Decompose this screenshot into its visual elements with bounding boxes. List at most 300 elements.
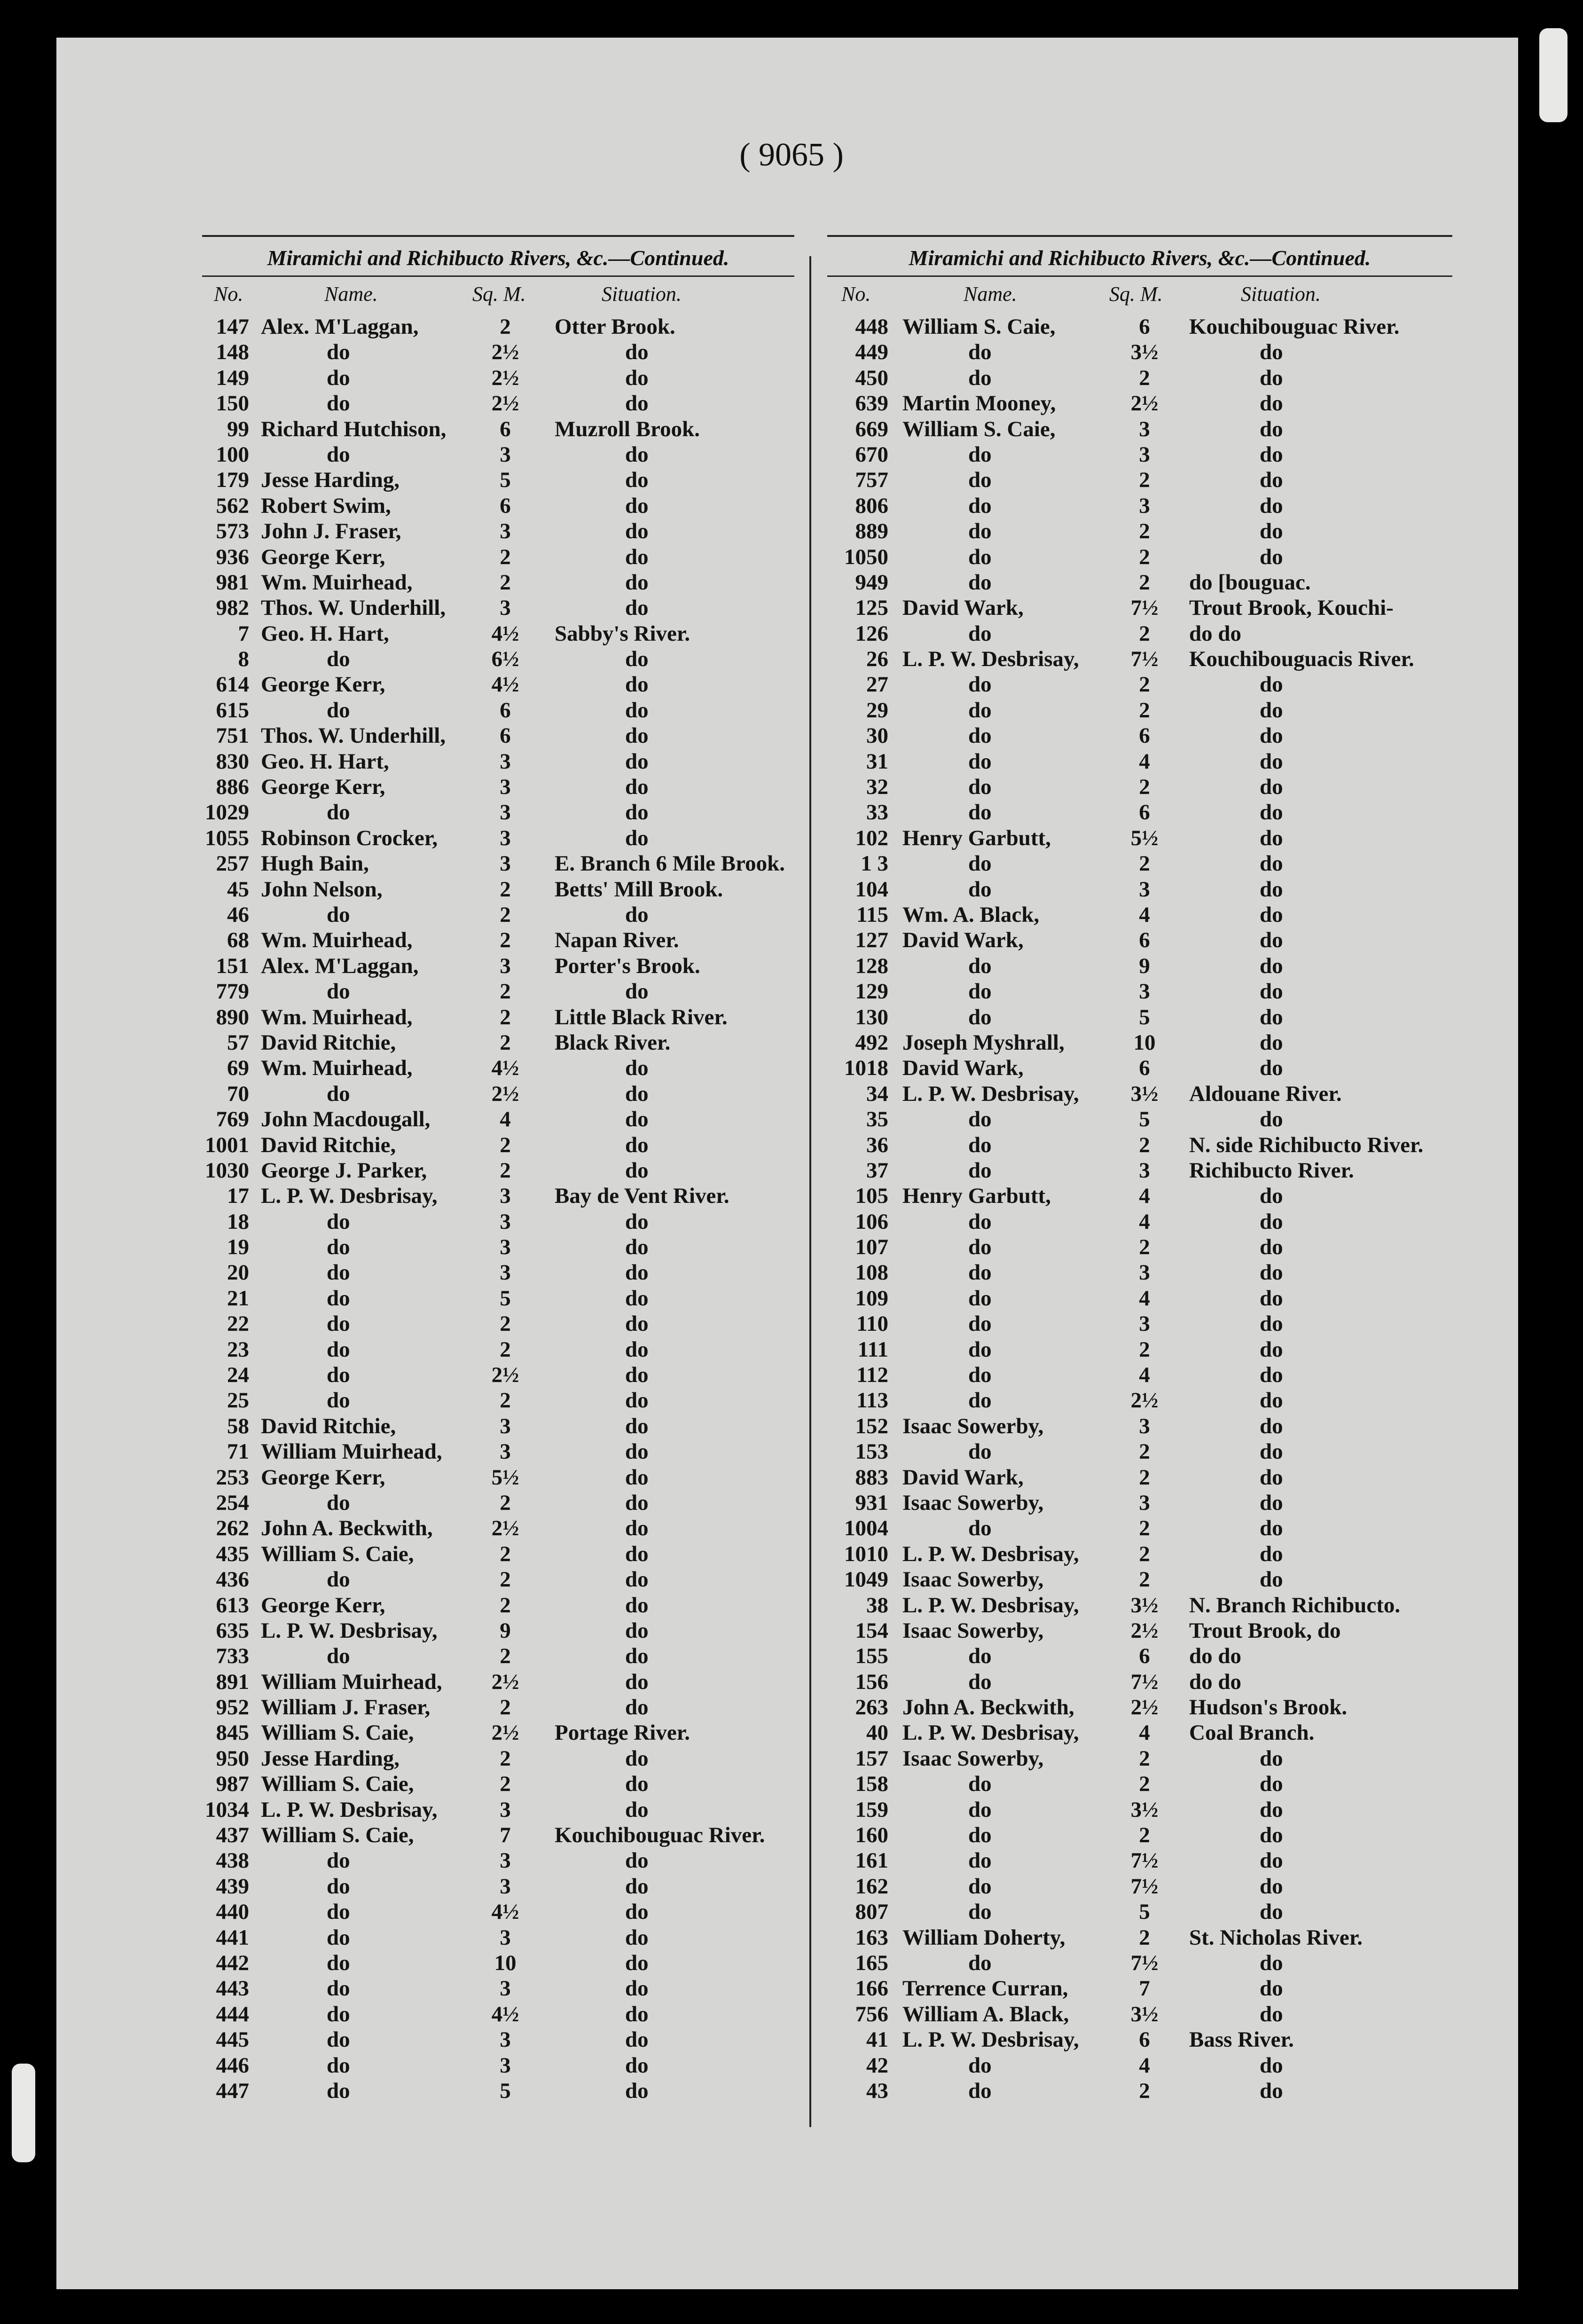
cell-sq: 2 (1139, 468, 1150, 493)
cell-situation: do (1260, 851, 1283, 876)
cell-situation: do (1260, 468, 1283, 493)
cell-no: 806 (855, 493, 888, 518)
cell-no: 573 (216, 519, 249, 544)
cell-no: 38 (866, 1593, 888, 1617)
cell-sq: 3 (1139, 1490, 1150, 1515)
cell-name: do (968, 1848, 992, 1873)
cell-situation: do (625, 672, 649, 697)
cell-name: do (968, 1797, 992, 1822)
cell-situation: do (1260, 800, 1283, 825)
cell-situation: do (1260, 1465, 1283, 1490)
cell-situation: do (1260, 749, 1283, 774)
cell-situation: Portage River. (555, 1720, 690, 1745)
cell-name: do (968, 1005, 992, 1029)
cell-name: do (968, 1209, 992, 1234)
cell-situation: Richibucto River. (1189, 1158, 1354, 1183)
cell-sq: 2 (500, 1746, 511, 1771)
cell-name: do (968, 953, 992, 978)
rule-top-right (827, 235, 1452, 237)
cell-situation: do (625, 340, 649, 365)
cell-sq: 2 (500, 1030, 511, 1055)
cell-no: 439 (216, 1874, 249, 1899)
cell-sq: 10 (1133, 1030, 1156, 1055)
cell-no: 949 (855, 570, 888, 595)
cell-situation: do (625, 1209, 649, 1234)
cell-situation: do (1260, 1823, 1283, 1848)
cell-name: do (327, 365, 350, 390)
cell-no: 155 (855, 1644, 888, 1669)
cell-situation: do (625, 1490, 649, 1515)
table-row (827, 1771, 1452, 1797)
cell-sq: 2 (1139, 1439, 1150, 1464)
table-row (202, 774, 794, 800)
cell-situation: do (1260, 493, 1283, 518)
cell-no: 40 (866, 1720, 888, 1745)
cell-sq: 3 (500, 1439, 511, 1464)
cell-sq: 2 (1139, 698, 1150, 722)
cell-no: 1004 (844, 1516, 888, 1541)
cell-name: Martin Mooney, (902, 391, 1056, 416)
table-row (202, 953, 794, 979)
cell-sq: 2 (1139, 672, 1150, 697)
cell-situation: do (1260, 2053, 1283, 2078)
cell-name: Terrence Curran, (902, 1976, 1068, 2001)
cell-name: L. P. W. Desbrisay, (902, 2027, 1079, 2052)
table-row (202, 698, 794, 723)
table-row (827, 953, 1452, 979)
cell-name: do (968, 2078, 992, 2103)
cell-situation: do (1260, 723, 1283, 748)
cell-name: Henry Garbutt, (902, 1184, 1051, 1209)
cell-situation: do (625, 596, 649, 620)
cell-no: 32 (866, 775, 888, 800)
cell-name: Thos. W. Underhill, (261, 723, 446, 748)
table-row (827, 1132, 1452, 1158)
cell-sq: 2 (1139, 365, 1150, 390)
cell-situation: Sabby's River. (555, 621, 690, 646)
cell-name: do (327, 2078, 350, 2103)
cell-sq: 4 (1139, 902, 1150, 927)
cell-situation: do (1260, 698, 1283, 722)
table-row (827, 493, 1452, 518)
cell-name: do (968, 979, 992, 1004)
cell-sq: 5 (1139, 1900, 1150, 1924)
cell-no: 891 (216, 1669, 249, 1694)
cell-sq: 5 (1139, 1107, 1150, 1132)
cell-no: 7 (238, 621, 249, 646)
cell-situation: do (1260, 1030, 1283, 1055)
cell-situation: Napan River. (555, 928, 679, 953)
cell-name: do (968, 775, 992, 800)
table-row (202, 1388, 794, 1413)
cell-no: 1018 (844, 1056, 888, 1081)
cell-name: do (327, 1286, 350, 1311)
cell-sq: 4 (1139, 2053, 1150, 2078)
cell-no: 1050 (844, 544, 888, 569)
cell-no: 981 (216, 570, 249, 595)
cell-no: 830 (216, 749, 249, 774)
cell-no: 445 (216, 2027, 249, 2052)
header-no: No. (214, 283, 243, 306)
cell-situation: N. side Richibucto River. (1189, 1132, 1424, 1157)
cell-situation: do do (1189, 1669, 1242, 1694)
cell-sq: 3 (1139, 1158, 1150, 1183)
cell-situation: do (625, 775, 649, 800)
cell-situation: Otter Brook. (555, 314, 675, 339)
cell-situation: do (625, 902, 649, 927)
table-row (202, 1950, 794, 1976)
cell-sq: 4½ (491, 2002, 519, 2026)
table-row (202, 1720, 794, 1745)
cell-no: 125 (855, 596, 888, 620)
cell-no: 36 (866, 1132, 888, 1157)
cell-no: 447 (216, 2078, 249, 2103)
table-row (827, 1337, 1452, 1362)
table-row (827, 391, 1452, 416)
cell-sq: 5 (500, 1286, 511, 1311)
cell-situation: do (1260, 1311, 1283, 1336)
cell-no: 952 (216, 1695, 249, 1720)
cell-no: 886 (216, 775, 249, 800)
cell-sq: 5 (500, 468, 511, 493)
cell-situation: do (1260, 1976, 1283, 2001)
cell-sq: 2 (1139, 1746, 1150, 1771)
cell-no: 27 (866, 672, 888, 697)
cell-name: do (968, 1337, 992, 1362)
cell-situation: do (625, 519, 649, 544)
table-row (202, 902, 794, 927)
table-row (202, 1797, 794, 1822)
cell-sq: 3 (1139, 493, 1150, 518)
cell-situation: Little Black River. (555, 1005, 728, 1029)
cell-name: do (968, 442, 992, 467)
cell-no: 1030 (205, 1158, 249, 1183)
cell-no: 8 (238, 647, 249, 672)
cell-sq: 2½ (1130, 1388, 1159, 1413)
cell-no: 1010 (844, 1541, 888, 1566)
cell-situation: do (1260, 1772, 1283, 1797)
cell-situation: do (625, 2053, 649, 2078)
cell-sq: 2½ (491, 1081, 519, 1106)
cell-situation: do (625, 1158, 649, 1183)
table-row (827, 1899, 1452, 1924)
cell-situation: do (1260, 1107, 1283, 1132)
cell-no: 889 (855, 519, 888, 544)
cell-situation: do (625, 825, 649, 850)
table-row (202, 391, 794, 416)
cell-no: 890 (216, 1005, 249, 1029)
cell-sq: 2 (1139, 775, 1150, 800)
table-row (827, 646, 1452, 672)
cell-no: 151 (216, 953, 249, 978)
cell-name: William S. Caie, (261, 1541, 414, 1566)
cell-name: George Kerr, (261, 544, 385, 569)
cell-sq: 7½ (1130, 1669, 1159, 1694)
cell-situation: do (625, 2002, 649, 2026)
cell-situation: do (625, 1797, 649, 1822)
cell-situation: Black River. (555, 1030, 671, 1055)
cell-no: 24 (227, 1363, 249, 1388)
cell-situation: Aldouane River. (1189, 1081, 1342, 1106)
cell-no: 444 (216, 2002, 249, 2026)
cell-no: 41 (866, 2027, 888, 2052)
cell-sq: 3 (500, 825, 511, 850)
cell-situation: do (1260, 391, 1283, 416)
cell-no: 769 (216, 1107, 249, 1132)
cell-sq: 4 (1139, 749, 1150, 774)
cell-sq: 2 (500, 902, 511, 927)
cell-situation: do (1260, 775, 1283, 800)
cell-no: 25 (227, 1388, 249, 1413)
cell-name: do (968, 493, 992, 518)
table-row (827, 851, 1452, 876)
cell-sq: 7½ (1130, 596, 1159, 620)
cell-situation: do (625, 493, 649, 518)
cell-situation: do (625, 442, 649, 467)
cell-sq: 2 (1139, 1541, 1150, 1566)
cell-sq: 3 (500, 596, 511, 620)
table-row (202, 1158, 794, 1183)
cell-sq: 3 (500, 1413, 511, 1438)
cell-situation: do (625, 1848, 649, 1873)
table-row (202, 1286, 794, 1311)
cell-name: L. P. W. Desbrisay, (261, 1618, 438, 1643)
cell-no: 46 (227, 902, 249, 927)
cell-sq: 3 (500, 851, 511, 876)
cell-name: John A. Beckwith, (261, 1516, 433, 1541)
cell-sq: 6½ (491, 647, 519, 672)
cell-sq: 3 (500, 1976, 511, 2001)
cell-situation: do (625, 1413, 649, 1438)
cell-situation: do (625, 1337, 649, 1362)
table-row (202, 1593, 794, 1618)
cell-sq: 3 (500, 1209, 511, 1234)
cell-name: John Macdougall, (261, 1107, 431, 1132)
table-row (827, 1183, 1452, 1209)
table-row (827, 365, 1452, 391)
cell-situation: do (625, 1465, 649, 1490)
cell-name: do (968, 1516, 992, 1541)
cell-sq: 10 (494, 1951, 517, 1975)
table-row (202, 416, 794, 442)
table-row (827, 1925, 1452, 1950)
cell-name: William J. Fraser, (261, 1695, 431, 1720)
table-row (827, 570, 1452, 595)
rule-header-left (202, 275, 794, 277)
cell-situation: do (625, 1388, 649, 1413)
table-row (827, 1490, 1452, 1515)
table-row (827, 1822, 1452, 1848)
cell-name: William S. Caie, (261, 1720, 414, 1745)
cell-name: William S. Caie, (261, 1823, 414, 1848)
cell-no: 950 (216, 1746, 249, 1771)
cell-name: do (968, 1311, 992, 1336)
cell-situation: do (1260, 1235, 1283, 1260)
cell-name: do (327, 2027, 350, 2052)
cell-situation: do (1260, 1490, 1283, 1515)
cell-no: 639 (855, 391, 888, 416)
cell-sq: 3 (500, 442, 511, 467)
table-row (202, 595, 794, 620)
cell-no: 615 (216, 698, 249, 722)
table-row (202, 365, 794, 391)
cell-situation: do (625, 544, 649, 569)
cell-no: 443 (216, 1976, 249, 2001)
cell-no: 1 3 (861, 851, 888, 876)
cell-name: do (327, 1900, 350, 1924)
cell-name: Richard Hutchison, (261, 416, 447, 441)
cell-name: do (968, 340, 992, 365)
table-row (202, 570, 794, 595)
cell-sq: 5 (1139, 1005, 1150, 1029)
table-row (827, 1286, 1452, 1311)
cell-sq: 2 (500, 570, 511, 595)
cell-name: do (327, 647, 350, 672)
cell-name: do (327, 1951, 350, 1975)
cell-name: do (968, 800, 992, 825)
cell-name: do (968, 2053, 992, 2078)
cell-sq: 2 (500, 1388, 511, 1413)
cell-name: do (968, 1132, 992, 1157)
cell-sq: 6 (1139, 928, 1150, 953)
table-row (202, 1439, 794, 1464)
cell-no: 161 (855, 1848, 888, 1873)
cell-name: do (327, 2002, 350, 2026)
cell-no: 42 (866, 2053, 888, 2078)
table-row (202, 314, 794, 339)
cell-sq: 5 (500, 2078, 511, 2103)
cell-no: 105 (855, 1184, 888, 1209)
cell-sq: 2 (500, 1772, 511, 1797)
rule-top-left (202, 235, 794, 237)
cell-sq: 2 (1139, 570, 1150, 595)
cell-sq: 6 (1139, 1056, 1150, 1081)
table-row (827, 467, 1452, 493)
table-row (827, 877, 1452, 902)
cell-sq: 3 (500, 1925, 511, 1950)
table-row (827, 442, 1452, 467)
table-row (202, 1695, 794, 1720)
cell-situation: do (1260, 953, 1283, 978)
cell-name: Wm. Muirhead, (261, 1005, 413, 1029)
cell-sq: 6 (1139, 723, 1150, 748)
cell-no: 757 (855, 468, 888, 493)
cell-sq: 3 (1139, 416, 1150, 441)
cell-no: 1034 (205, 1797, 249, 1822)
cell-name: Henry Garbutt, (902, 825, 1051, 850)
cell-name: do (327, 1311, 350, 1336)
cell-situation: do (1260, 365, 1283, 390)
cell-sq: 3 (1139, 979, 1150, 1004)
table-row (202, 1311, 794, 1336)
cell-sq: 6 (1139, 1644, 1150, 1669)
cell-situation: do (1260, 340, 1283, 365)
cell-situation: do (625, 570, 649, 595)
cell-no: 613 (216, 1593, 249, 1617)
cell-sq: 2½ (491, 340, 519, 365)
cell-no: 99 (227, 416, 249, 441)
cell-no: 751 (216, 723, 249, 748)
table-row (202, 621, 794, 646)
cell-sq: 6 (500, 723, 511, 748)
cell-name: L. P. W. Desbrisay, (902, 1081, 1079, 1106)
table-row (827, 979, 1452, 1004)
cell-sq: 2½ (1130, 1618, 1159, 1643)
cell-no: 29 (866, 698, 888, 722)
right-column (827, 235, 1452, 2134)
cell-no: 160 (855, 1823, 888, 1848)
cell-sq: 7 (1139, 1976, 1150, 2001)
table-row (202, 1746, 794, 1771)
cell-situation: do (625, 1695, 649, 1720)
cell-no: 107 (855, 1235, 888, 1260)
table-row (202, 1976, 794, 2001)
cell-no: 129 (855, 979, 888, 1004)
table-row (827, 1618, 1452, 1643)
cell-name: do (968, 1388, 992, 1413)
cell-situation: do (625, 468, 649, 493)
cell-no: 670 (855, 442, 888, 467)
cell-name: do (968, 1772, 992, 1797)
cell-sq: 2 (500, 1541, 511, 1566)
table-row (827, 1848, 1452, 1873)
cell-name: L. P. W. Desbrisay, (902, 1593, 1079, 1617)
cell-name: do (968, 570, 992, 595)
cell-name: do (968, 544, 992, 569)
cell-no: 1001 (205, 1132, 249, 1157)
cell-sq: 2 (1139, 544, 1150, 569)
cell-name: do (968, 365, 992, 390)
cell-sq: 3 (500, 2053, 511, 2078)
cell-sq: 6 (1139, 2027, 1150, 2052)
cell-sq: 3 (500, 749, 511, 774)
cell-name: William Doherty, (902, 1925, 1066, 1950)
cell-sq: 6 (1139, 314, 1150, 339)
table-row (202, 1567, 794, 1592)
table-row (827, 1005, 1452, 1030)
cell-name: do (327, 1260, 350, 1285)
cell-no: 165 (855, 1951, 888, 1975)
table-row (827, 825, 1452, 851)
table-row (202, 2078, 794, 2104)
cell-sq: 3 (500, 1797, 511, 1822)
cell-sq: 3 (1139, 442, 1150, 467)
cell-name: do (968, 1158, 992, 1183)
cell-name: Robert Swim, (261, 493, 391, 518)
table-row (827, 2002, 1452, 2027)
header-sq: Sq. M. (1109, 283, 1163, 306)
cell-no: 492 (855, 1030, 888, 1055)
cell-situation: do (1260, 442, 1283, 467)
cell-name: do (327, 1848, 350, 1873)
cell-name: Isaac Sowerby, (902, 1618, 1044, 1643)
cell-name: Geo. H. Hart, (261, 621, 389, 646)
cell-name: Wm. Muirhead, (261, 1056, 413, 1081)
cell-name: Hugh Bain, (261, 851, 369, 876)
cell-name: do (327, 1925, 350, 1950)
cell-no: 257 (216, 851, 249, 876)
cell-no: 845 (216, 1720, 249, 1745)
cell-name: David Wark, (902, 1056, 1024, 1081)
cell-situation: do (625, 1925, 649, 1950)
cell-name: do (327, 442, 350, 467)
cell-no: 936 (216, 544, 249, 569)
table-row (827, 1541, 1452, 1567)
cell-name: do (968, 519, 992, 544)
table-row (202, 1618, 794, 1643)
cell-no: 442 (216, 1951, 249, 1975)
header-name: Name. (324, 283, 378, 306)
